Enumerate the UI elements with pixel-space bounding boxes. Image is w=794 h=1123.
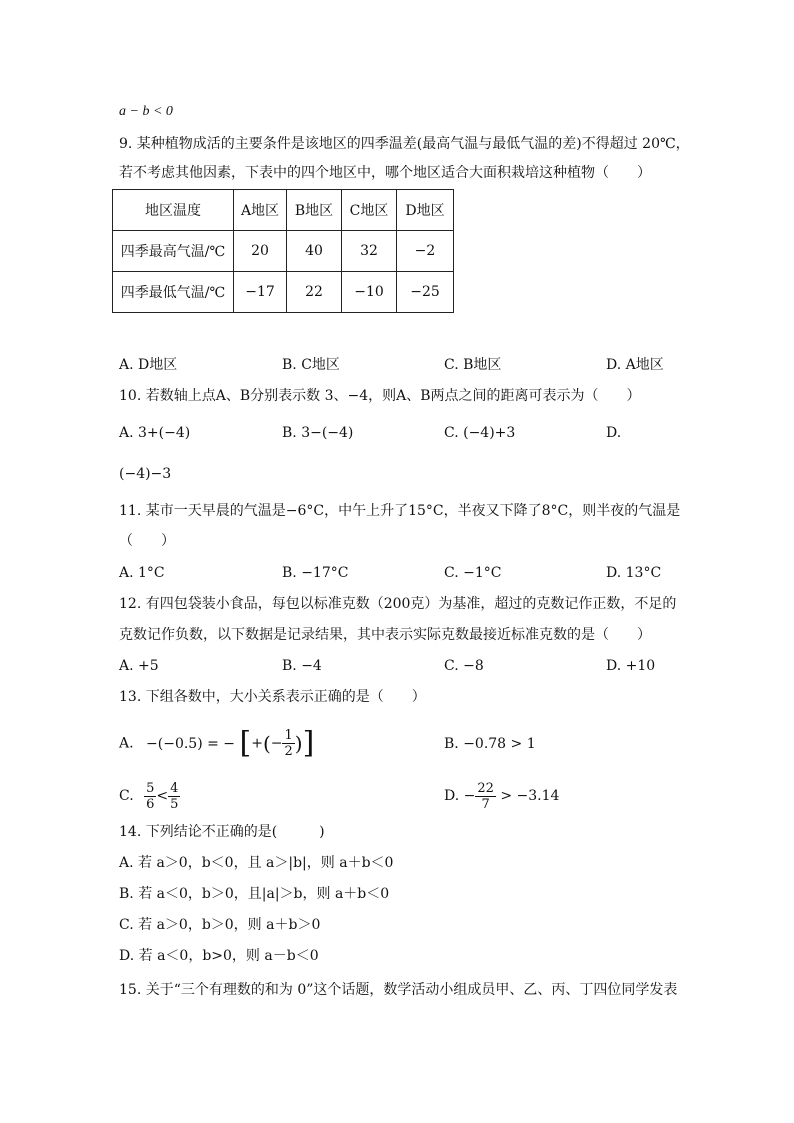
table-header-cell: A地区 (234, 190, 287, 231)
top-expression: a − b < 0 (119, 104, 173, 119)
table-header-cell: D地区 (397, 190, 454, 231)
option-label: A. (119, 735, 134, 752)
q9-option-b: B. C地区 (282, 357, 340, 373)
table-row (113, 272, 454, 313)
q14-option-c: C. 若 a＞0，b＞0，则 a＋b＞0 (119, 917, 321, 933)
q10-option-c: C. (−4)+3 (444, 425, 516, 441)
table-cell: −2 (397, 231, 454, 272)
table-cell: 32 (342, 231, 397, 272)
table-header-cell: B地区 (287, 190, 342, 231)
q13-option-b: B. −0.78 > 1 (444, 736, 536, 752)
left-bracket: [ (239, 725, 252, 761)
q9-line1: 9. 某种植物成活的主要条件是该地区的四季温差(最高气温与最低气温的差)不得超过 20℃， (119, 136, 690, 152)
table-cell: 22 (287, 272, 342, 313)
q14-option-b: B. 若 a＜0，b＞0，且|a|＞b，则 a＋b＜0 (119, 886, 390, 902)
q13-option-d (444, 776, 559, 816)
q12-option-d: D. +10 (606, 658, 656, 674)
right-bracket: ] (302, 725, 315, 761)
expression: > −3.14 (500, 788, 560, 804)
table-cell: 四季最低气温/℃ (113, 272, 234, 313)
q12-line1: 12. 有四包袋装小食品，每包以标准克数（200克）为基准，超过的克数记作正数，不足的 (119, 596, 677, 612)
q14-stem: 14. 下列结论不正确的是( ) (119, 824, 325, 840)
right-paren: ) (294, 731, 303, 756)
expression: −(−0.5) = − (146, 735, 236, 752)
table-header-cell: C地区 (342, 190, 397, 231)
q14-option-d: D. 若 a＜0，b>0，则 a－b＜0 (119, 948, 319, 964)
q11-stem: 11. 某市一天早晨的气温是−6°C，中午上升了15°C，半夜又下降了8°C，则半夜的气温是 (119, 503, 681, 519)
q11-option-b: B. −17°C (282, 565, 349, 581)
table-header-row (113, 190, 454, 231)
q11-option-a: A. 1°C (119, 565, 165, 581)
q12-option-c: C. −8 (444, 658, 484, 674)
q13-option-a: A. −(−0.5) = − [+(− $\frac{1}{2}$ )] (119, 725, 315, 761)
option-label: D. − (444, 788, 476, 804)
q14-option-a: A. 若 a＞0，b＜0，且 a＞|b|，则 a＋b＜0 (119, 855, 394, 871)
fraction-one-half: $\frac{1}{2}$ (284, 728, 293, 759)
fraction-five-sixths: $\frac{5}{6}$ (146, 780, 155, 812)
temperature-table (112, 189, 454, 313)
table-cell: 40 (287, 231, 342, 272)
q15-stem: 15. 关于“三个有理数的和为 0”这个话题，数学活动小组成员甲、乙、丙、丁四位同学发表 (119, 982, 678, 998)
q12-line2: 克数记作负数，以下数据是记录结果，其中表示实际克数最接近标准克数的是（ ） (119, 627, 651, 643)
q11-paren: （ ） (119, 533, 175, 549)
q9-option-a: A. D地区 (119, 357, 178, 373)
fraction-twenty-two-sevenths: $\frac{22}{7}$ (477, 780, 494, 812)
table-cell: −17 (234, 272, 287, 313)
q10-option-d-expr: (−4)−3 (119, 466, 172, 482)
q9-option-d: D. A地区 (606, 357, 664, 373)
q10-stem: 10. 若数轴上点A、B分别表示数 3、−4，则A、B两点之间的距离可表示为（ ） (119, 388, 641, 404)
q9-line2: 若不考虑其他因素，下表中的四个地区中，哪个地区适合大面积栽培这种植物（ ） (119, 165, 651, 181)
option-label: C. (119, 788, 134, 804)
q10-option-b: B. 3−(−4) (282, 425, 354, 441)
q10-option-d: D. (606, 425, 622, 441)
table-cell: 四季最高气温/℃ (113, 231, 234, 272)
fraction-four-fifths: $\frac{4}{5}$ (170, 780, 179, 812)
table-cell: −10 (342, 272, 397, 313)
q12-option-a: A. +5 (119, 658, 159, 674)
table-cell: 20 (234, 231, 287, 272)
less-than-sign: < (156, 788, 169, 804)
q13-stem: 13. 下组各数中，大小关系表示正确的是（ ） (119, 689, 426, 705)
left-paren: ( (262, 731, 271, 756)
q11-option-c: C. −1°C (444, 565, 502, 581)
q12-option-b: B. −4 (282, 658, 322, 674)
q13-option-c (119, 776, 180, 816)
table-header-cell: 地区温度 (113, 190, 234, 231)
plus-sign: + (251, 735, 263, 752)
table-cell: −25 (397, 272, 454, 313)
q10-option-a: A. 3+(−4) (119, 425, 191, 441)
q9-option-c: C. B地区 (444, 357, 502, 373)
q11-option-d: D. 13°C (606, 565, 662, 581)
table-row (113, 231, 454, 272)
